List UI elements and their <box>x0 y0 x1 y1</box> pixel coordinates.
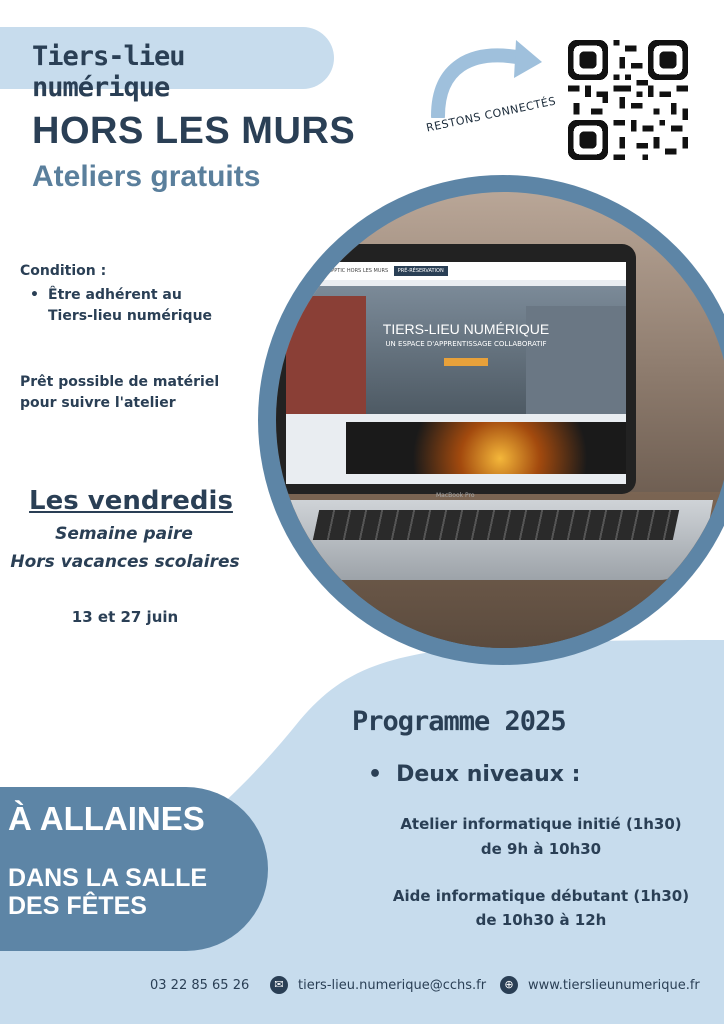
level1-name: Atelier informatique initié (1h30) <box>400 815 682 833</box>
condition-heading: Condition : <box>20 263 107 279</box>
site-tagline: UN ESPACE D'APPRENTISSAGE COLLABORATIF <box>385 340 547 348</box>
schedule-holidays: Hors vacances scolaires <box>10 552 240 572</box>
location-place: DANS LA SALLE DES FÊTES <box>8 864 208 920</box>
levels-heading: • Deux niveaux : <box>368 762 581 787</box>
location-town: À ALLAINES <box>8 800 205 837</box>
level2-name: Aide informatique débutant (1h30) <box>392 887 690 905</box>
laptop-photo <box>276 192 724 648</box>
qr-code-icon[interactable] <box>568 40 688 160</box>
site-title: TIERS-LIEU NUMÉRIQUE <box>382 321 550 337</box>
page-title: HORS LES MURS <box>32 110 356 152</box>
category-tag <box>0 27 334 103</box>
mail-icon: ✉ <box>270 976 288 994</box>
category-tag-label: Tiers-lieu numérique <box>32 41 185 103</box>
page-subtitle: Ateliers gratuits <box>32 160 261 193</box>
footer-website[interactable]: www.tierslieunumerique.fr <box>528 978 700 993</box>
site-nav: REPAIR CAFÉ APPTIC HORS LES MURS <box>294 268 389 274</box>
schedule-day: Les vendredis <box>29 486 233 516</box>
globe-icon: ⊕ <box>500 976 518 994</box>
site-nav-button: PRÉ-RÉSERVATION <box>394 266 448 276</box>
level2-time: de 10h30 à 12h <box>475 911 607 929</box>
condition-item: • Être adhérent au <box>30 287 182 303</box>
schedule-week: Semaine paire <box>55 524 193 544</box>
schedule-dates: 13 et 27 juin <box>71 608 179 626</box>
laptop-brand: MacBook Pro <box>436 492 475 499</box>
equipment-loan-note: Prêt possible de matériel pour suivre l'atelier <box>20 374 220 411</box>
qr-caption: RESTONS CONNECTÉS <box>425 94 558 135</box>
level1-time: de 9h à 10h30 <box>480 840 602 858</box>
condition-list <box>30 285 212 327</box>
footer-phone: 03 22 85 65 26 <box>150 978 250 993</box>
condition-item: Tiers-lieu numérique <box>48 308 213 324</box>
programme-title: Programme 2025 <box>352 706 566 737</box>
footer-email[interactable]: tiers-lieu.numerique@cchs.fr <box>298 978 487 993</box>
